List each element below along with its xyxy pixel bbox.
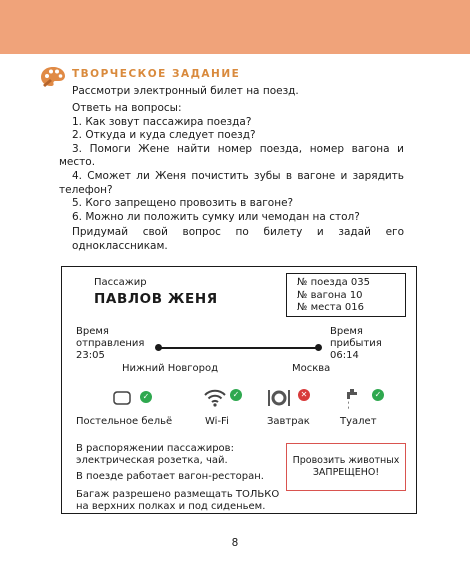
page-number: 8 (231, 537, 239, 549)
from-city: Нижний Новгород (122, 363, 219, 374)
task-intro: Рассмотри электронный билет на поезд. (72, 85, 299, 97)
amenity-label: Завтрак (267, 416, 310, 427)
question-item: 2. Откуда и куда следует поезд? (72, 129, 256, 142)
train-number: № поезда 035 (297, 277, 371, 288)
task-closing (72, 226, 404, 253)
question-item: 6. Можно ли положить сумку или чемодан на стол? (72, 210, 360, 223)
route-line (158, 347, 318, 349)
available-check-icon: ✓ (230, 389, 242, 401)
amenity-label: Постельное бельё (76, 416, 173, 427)
amenity-label: Wi-Fi (205, 416, 229, 427)
arrival-label: прибытия (330, 338, 382, 349)
arrival-dot (315, 344, 322, 351)
question-item: 4. Сможет ли Женя почистить зубы в вагоне и зарядить телефон? (59, 169, 404, 196)
faucet-icon (344, 388, 364, 410)
departure-block (76, 326, 144, 362)
arrival-time: 06:14 (330, 350, 359, 361)
question-item: 5. Кого запрещено провозить в вагоне? (72, 197, 294, 210)
question-item: 3. Помоги Жене найти номер поезда, номер вагона и место. (59, 142, 404, 169)
no-animals-notice: Провозить животных ЗАПРЕЩЕНО! (286, 443, 406, 491)
header-bar (0, 0, 470, 54)
arrival-block (330, 326, 382, 362)
info-sockets: В распоряжении пассажиров: электрическая розетка, чай. (76, 443, 234, 466)
departure-label: отправления (76, 338, 145, 349)
car-number: № вагона 10 (297, 289, 363, 301)
train-ticket (61, 266, 417, 514)
departure-dot (155, 344, 162, 351)
departure-time: 23:05 (76, 350, 105, 361)
seat-number: № места 016 (297, 302, 364, 313)
unavailable-cross-icon: ✕ (298, 389, 310, 401)
question-item: 1. Как зовут пассажира поезда? (72, 115, 252, 128)
seat-info-box (286, 273, 406, 317)
available-check-icon: ✓ (140, 391, 152, 403)
amenity-label: Туалет (340, 416, 377, 427)
passenger-label: Пассажир (94, 277, 147, 288)
closing-text: Придумай свой вопрос по билету и задай его одноклассникам. (72, 226, 404, 252)
question-list (59, 102, 404, 224)
info-luggage: Багаж разрешено размещать ТОЛЬКО на верхних полках и под сиденьем. (76, 489, 280, 512)
available-check-icon: ✓ (372, 389, 384, 401)
answer-prompt: Ответь на вопросы: (72, 102, 182, 114)
wifi-icon (204, 389, 226, 407)
departure-label: Время (76, 326, 109, 337)
bed-linen-icon (112, 389, 132, 407)
palette-icon (40, 66, 66, 88)
passenger-name: ПАВЛОВ ЖЕНЯ (94, 291, 218, 307)
task-title: ТВОРЧЕСКОЕ ЗАДАНИЕ (72, 68, 241, 80)
arrival-label: Время (330, 326, 363, 337)
plate-cutlery-icon (266, 388, 292, 408)
to-city: Москва (292, 363, 331, 374)
info-restaurant: В поезде работает вагон-ресторан. (76, 471, 264, 482)
